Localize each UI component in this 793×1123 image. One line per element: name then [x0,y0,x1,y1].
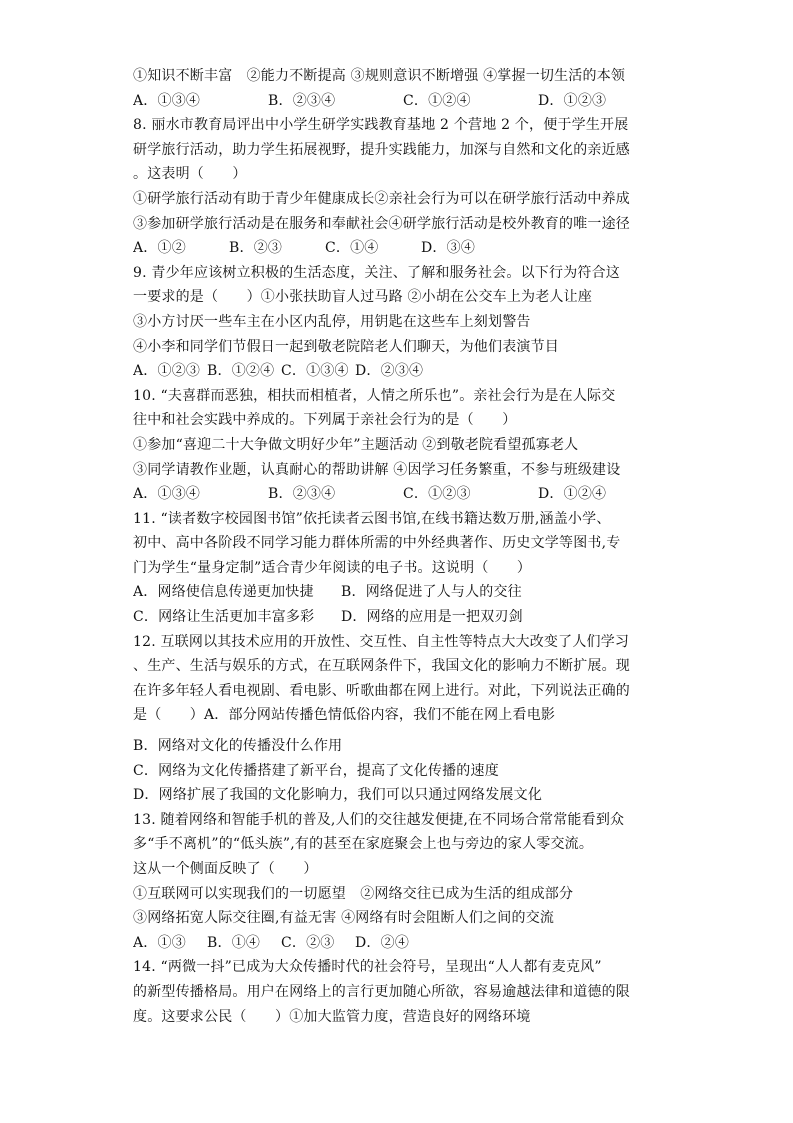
answer-option: B．①②④ [207,363,275,380]
answer-option: B．①④ [207,934,261,951]
text-line: 在许多年轻人看电视剧、看电影、听歌曲都在网上进行。对此，下列说法正确的 [133,682,630,699]
text-line: 13. 随着网络和智能手机的普及,人们的交往越发便捷,在不同场合常常能看到众 [133,811,625,828]
text-line: 这从一个侧面反映了（ ） [133,861,318,877]
text-line: 14. “两微一抖”已成为大众传播时代的社会符号，呈现出“人人都有麦克风” [133,959,602,976]
text-line: 门为学生“量身定制”适合青少年阅读的电子书。这说明（ ） [133,559,532,576]
answer-option: B．②③④ [268,92,336,109]
text-line: ①参加“喜迎二十大争做文明好少年”主题活动 ②到敬老院看望孤寡老人 [133,436,579,453]
text-line: ④小李和同学们节假日一起到敬老院陪老人们聊天，为他们表演节目 [133,338,559,355]
answer-option: C．①②④ [403,92,471,109]
answer-options-row [133,482,673,507]
text-line: ③同学请教作业题，认真耐心的帮助讲解 ④因学习任务繁重，不参与班级建设 [133,461,621,478]
text-line: 度。这要求公民（ ）①加大监管力度，营造良好的网络环境 [133,1008,531,1025]
text-line: 11. “读者数字校园图书馆”依托读者云图书馆,在线书籍达数万册,涵盖小学、 [133,510,611,527]
text-line: 是（ ）A．部分网站传播色情低俗内容，我们不能在网上看电影 [133,707,556,724]
text-line: ③小方讨厌一些车主在小区内乱停，用钥匙在这些车上刻划警告 [133,313,531,330]
text-line: D．网络扩展了我国的文化影响力，我们可以只通过网络发展文化 [133,787,543,804]
answer-option: A．网络使信息传递更加快捷 [133,584,314,601]
text-line: ①研学旅行活动有助于青少年健康成长②亲社会行为可以在研学旅行活动中养成 [133,190,630,207]
answer-options-row [133,236,673,261]
answer-options-row [133,359,673,384]
answer-option: D．①②④ [538,486,607,503]
answer-option: B．②③ [229,240,283,257]
text-line: 12. 互联网以其技术应用的开放性、交互性、自主性等特点大大改变了人们学习 [133,633,630,650]
text-line: 一要求的是（ ）①小张扶助盲人过马路 ②小胡在公交车上为老人让座 [133,289,593,306]
text-line: 。这表明（ ） [133,166,247,183]
text-line: 的新型传播格局。用户在网络上的言行更加随心所欲，容易逾越法律和道德的限 [133,983,630,1000]
answer-option: B．②③④ [268,486,336,503]
answer-option: B．网络促进了人与人的交往 [341,584,522,601]
text-line: 多“手不离机”的“低头族”,有的甚至在家庭聚会上也与旁边的家人零交流。 [133,836,594,853]
text-line: ①知识不断丰富 ②能力不断提高 ③规则意识不断增强 ④掌握一切生活的本领 [133,68,626,84]
answer-option: A．①③④ [133,486,201,503]
answer-options-row [133,89,673,114]
text-line: 9. 青少年应该树立积极的生活态度，关注、了解和服务社会。以下行为符合这 [133,264,621,281]
text-line: 、生产、生活与娱乐的方式，在互联网条件下，我国文化的影响力不断扩展。现 [133,658,630,675]
answer-options-row [133,605,673,630]
answer-option: C．②③ [281,934,335,951]
text-line: 往中和社会实践中养成的。下列属于亲社会行为的是（ ） [133,412,517,429]
answer-option: D．③④ [421,240,476,257]
answer-option: C．①②③ [403,486,471,503]
answer-options-row [133,931,673,956]
answer-options-row [133,580,673,605]
text-line: ①互联网可以实现我们的一切愿望 ②网络交往已成为生活的组成部分 [133,885,574,902]
text-line: 研学旅行活动，助力学生拓展视野，提升实践能力，加深与自然和文化的亲近感 [133,141,630,158]
text-line: ③参加研学旅行活动是在服务和奉献社会④研学旅行活动是校外教育的唯一途径 [133,215,630,232]
text-line: ③网络拓宽人际交往圈,有益无害 ④网络有时会阻断人们之间的交流 [133,910,555,927]
answer-option: A．①② [133,240,186,257]
answer-option: D．②④ [355,934,410,951]
answer-option: A．①②③ [133,363,201,380]
text-line: B．网络对文化的传播没什么作用 [133,738,343,755]
text-line: 初中、高中各阶段不同学习能力群体所需的中外经典著作、历史文学等图书,专 [133,535,621,552]
answer-option: D．②③④ [355,363,424,380]
answer-option: C．①④ [325,240,379,257]
answer-option: D．网络的应用是一把双刃剑 [341,609,523,626]
answer-option: C．网络让生活更加丰富多彩 [133,609,315,626]
exam-content [133,64,673,1029]
answer-option: A．①③④ [133,92,201,109]
answer-option: A．①③ [133,934,186,951]
answer-option: D．①②③ [538,92,607,109]
text-line: 10. “夫喜群而恶独，相扶而相植者，人情之所乐也”。亲社会行为是在人际交 [133,387,616,404]
text-line: C．网络为文化传播搭建了新平台，提高了文化传播的速度 [133,762,499,779]
answer-option: C．①③④ [281,363,349,380]
text-line: 8. 丽水市教育局评出中小学生研学实践教育基地 2 个营地 2 个，便于学生开展 [133,117,629,134]
